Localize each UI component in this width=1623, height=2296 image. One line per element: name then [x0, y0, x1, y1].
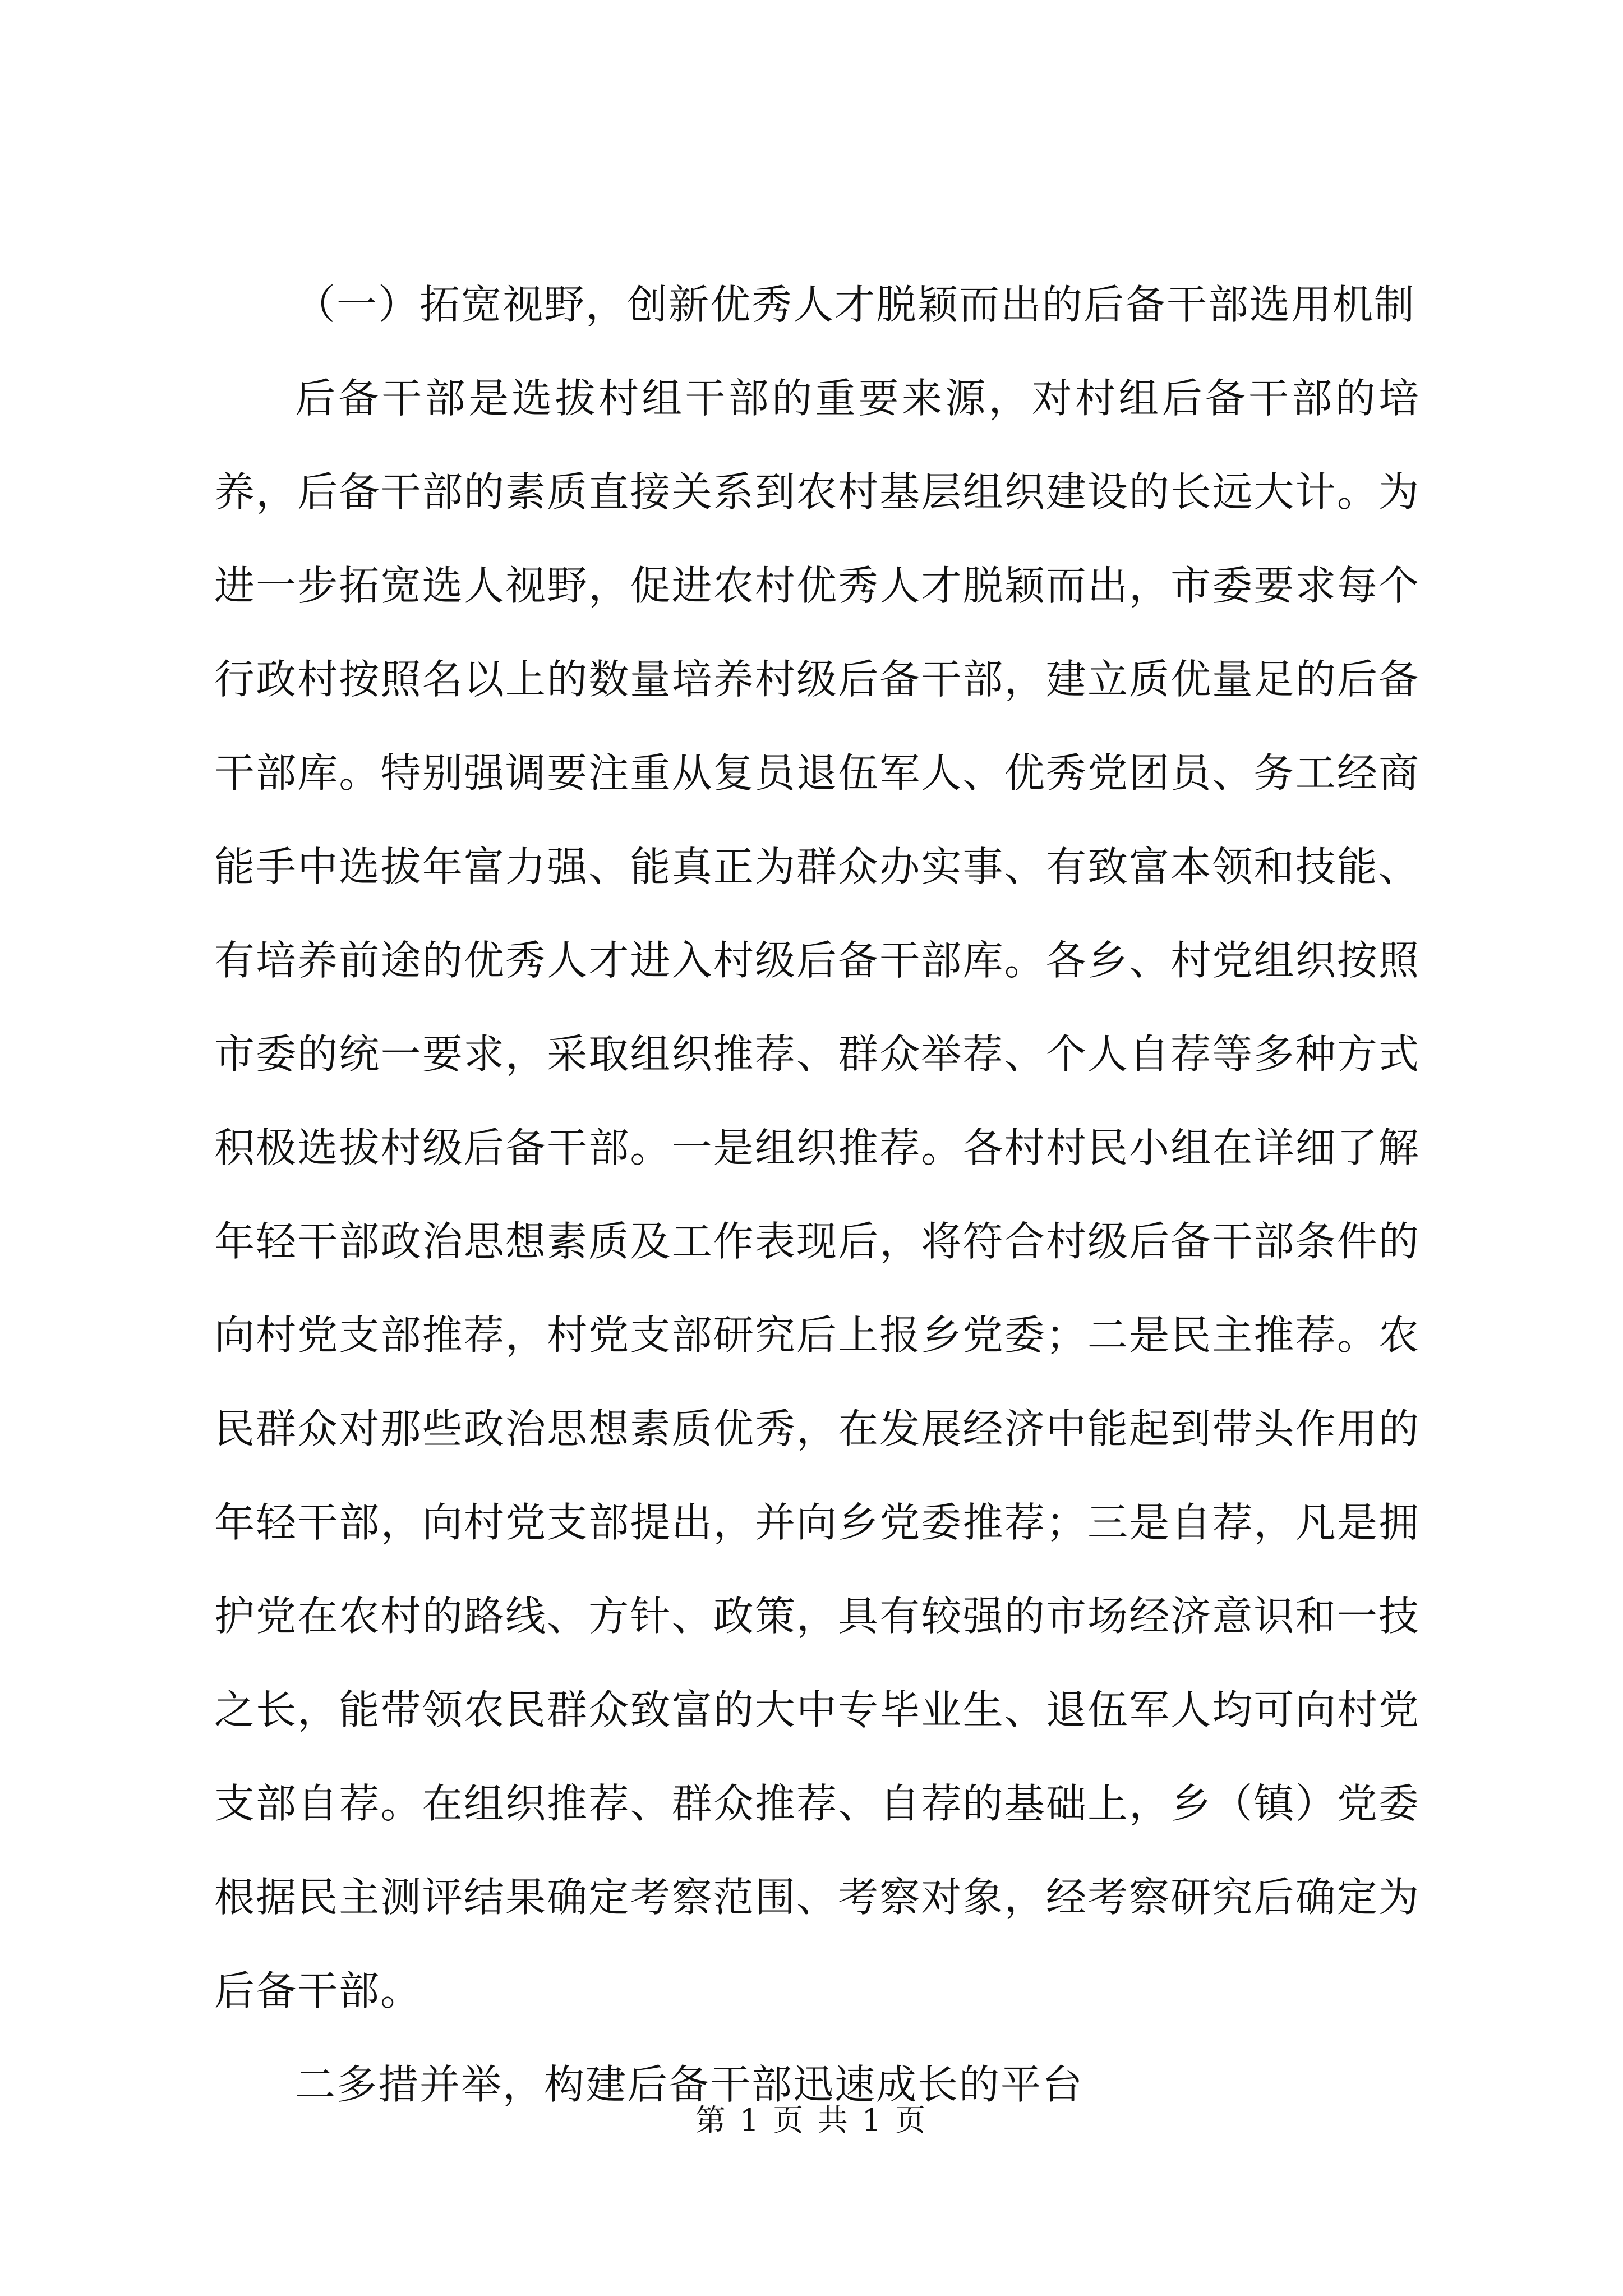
document-body — [214, 258, 1420, 2132]
next-section-heading: 二多措并举，构建后备干部迅速成长的平台 — [295, 2061, 1084, 2108]
page-footer: 第 1 页 共 1 页 — [695, 2102, 928, 2138]
body-paragraph: 后备干部是选拔村组干部的重要来源，对村组后备干部的培养，后备干部的素质直接关系到农村基层组织建设的长远大计。为进一步拓宽选人视野，促进农村优秀人才脱颖而出，市委要求每个行政村按照名以上的数量培养村级后备干部，建立质优量足的后备干部库。特别强调要注重从复员退伍军人、优秀党团员、务工经商能手中选拔年富力强、能真正为群众办实事、有致富本领和技能、有培养前途的优秀人才进入村级后备干部库。各乡、村党组织按照市委的统一要求，采取组织推荐、群众举荐、个人自荐等多种方式积极选拔村级后备干部。一是组织推荐。各村村民小组在详细了解年轻干部政治思想素质及工作表现后，将符合村级后备干部条件的向村党支部推荐，村党支部研究后上报乡党委；二是民主推荐。农民群众对那些政治思想素质优秀，在发展经济中能起到带头作用的年轻干部，向村党支部提出，并向乡党委推荐；三是自荐，凡是拥护党在农村的路线、方针、政策，具有较强的市场经济意识和一技之长，能带领农民群众致富的大中专毕业生、退伍军人均可向村党支部自荐。在组织推荐、群众推荐、自荐的基础上，乡（镇）党委根据民主测评结果确定考察范围、考察对象，经考察研究后确定为后备干部。 — [214, 375, 1420, 2014]
section-heading: （一）拓宽视野，创新优秀人才脱颖而出的后备干部选用机制 — [295, 281, 1416, 328]
